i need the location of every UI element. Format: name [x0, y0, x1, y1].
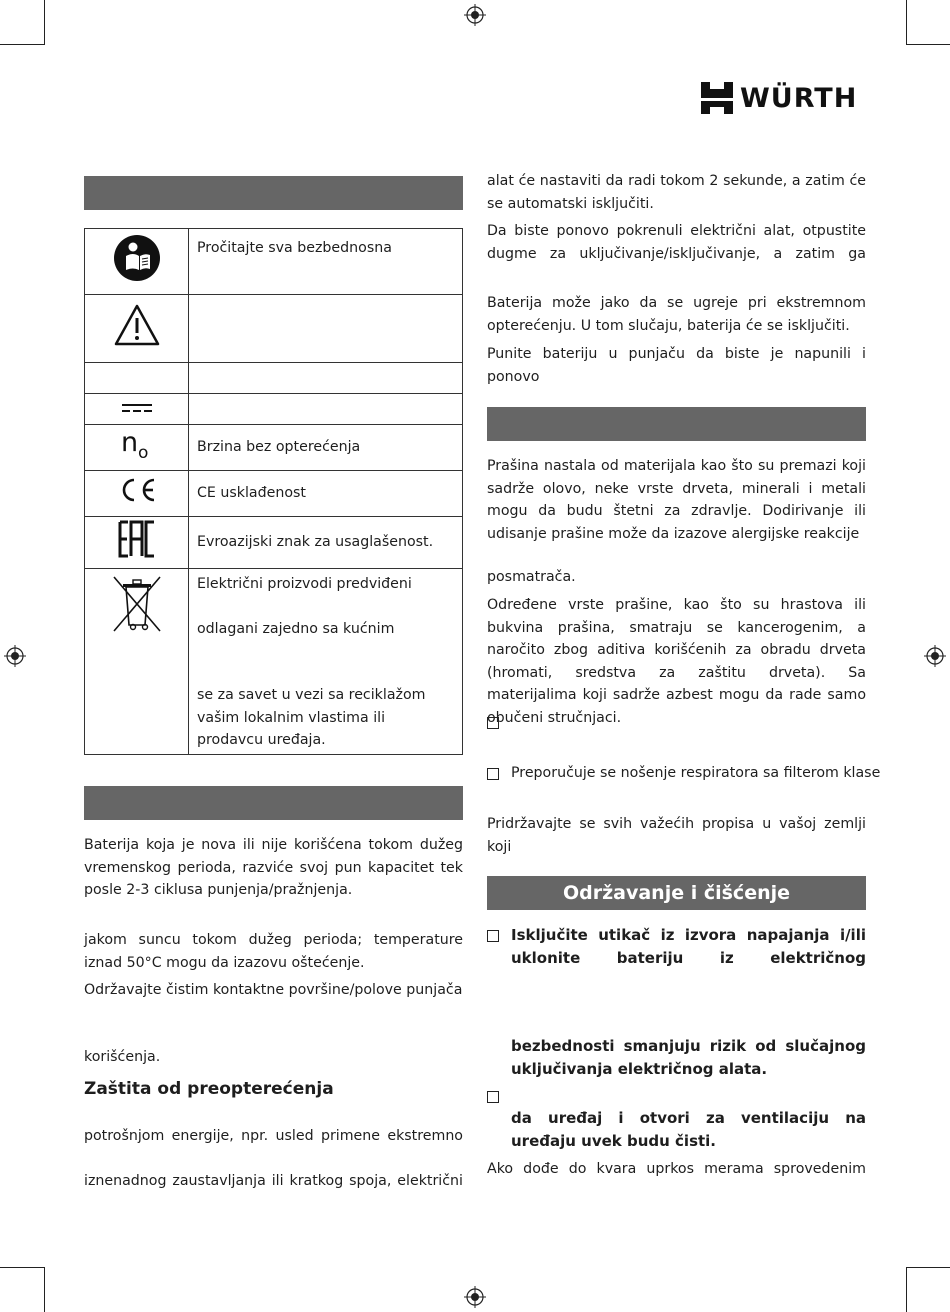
section-header-bar — [84, 786, 463, 820]
paragraph: alat će nastaviti da radi tokom 2 sekunde, a zatim će se automatski isključiti. — [487, 173, 866, 212]
paragraph: posmatrača. — [487, 569, 576, 585]
maintenance-title: Održavanje i čišćenje — [562, 882, 791, 904]
crop-mark — [44, 0, 45, 45]
crop-mark — [906, 0, 907, 45]
wurth-logo-icon — [700, 80, 734, 116]
section-header-bar — [487, 407, 866, 441]
paragraph: potrošnjom energije, npr. usled primene ekstremno — [84, 1128, 463, 1144]
brand-logo — [700, 80, 857, 116]
checkbox-bullet-icon — [487, 768, 499, 780]
registration-mark-icon — [464, 4, 486, 26]
crop-mark — [906, 1267, 950, 1268]
bullet-item — [487, 762, 880, 785]
symbol-row — [85, 363, 463, 394]
weee-text-1: Električni proizvodi predviđeni — [197, 576, 412, 592]
symbol-desc — [189, 394, 463, 425]
brand-name: WÜRTH — [740, 82, 858, 114]
section-header-bar — [84, 176, 463, 210]
paragraph: Određene vrste prašine, kao što su hrastova ili bukvina prašina, smatraju se kancerogenim, a naročito zbog aditiva korišćenih za obradu drveta (hromati, sredstva za zaštitu drveta). Sa materijalima koji sadrže azbest mogu da rade samo obučeni stručnjaci. — [487, 597, 866, 726]
paragraph: Pridržavajte se svih važećih propisa u vašoj zemlji koji — [487, 816, 866, 855]
crop-mark — [44, 1267, 45, 1312]
symbol-row — [85, 471, 463, 517]
paragraph: korišćenja. — [84, 1049, 161, 1065]
checkbox-bullet-icon — [487, 1091, 499, 1103]
paragraph: Baterija može jako da se ugreje pri ekstremnom opterećenju. U tom slučaju, baterija će se isključiti. — [487, 295, 866, 334]
direct-current-icon — [122, 403, 152, 413]
crop-mark — [0, 1267, 45, 1268]
symbol-desc — [189, 363, 463, 394]
symbol-row — [85, 425, 463, 471]
symbol-desc: Evroazijski znak za usaglašenost. — [189, 517, 463, 569]
symbol-table — [84, 228, 463, 755]
symbol-row — [85, 295, 463, 363]
bullet-text: Isključite utikač iz izvora napajanja i/ili uklonite bateriju iz električnog — [511, 926, 866, 967]
weee-text-2: odlagani zajedno sa kućnim — [197, 620, 395, 637]
symbol-desc: CE usklađenost — [189, 471, 463, 517]
bullet-text: Preporučuje se nošenje respiratora sa filterom klase — [511, 765, 881, 781]
weee-bin-icon — [112, 575, 162, 633]
ce-mark-icon — [117, 477, 157, 503]
paragraph: jakom suncu tokom dužeg perioda; temperature iznad 50°C mogu da izazovu oštećenje. — [84, 932, 463, 971]
paragraph: Punite bateriju u punjaču da biste je napunili i ponovo — [487, 346, 866, 385]
svg-text:n: n — [120, 426, 138, 458]
checkbox-bullet-icon — [487, 930, 499, 942]
bullet-text-continued: bezbednosti smanjuju rizik od slučajnog uključivanja električnog alata. — [511, 1037, 866, 1078]
crop-mark — [906, 44, 950, 45]
checkbox-bullet-icon — [487, 717, 499, 729]
read-manual-icon — [113, 234, 161, 282]
paragraph: Da biste ponovo pokrenuli električni alat, otpustite dugme za uključivanje/isključivanje, a zatim ga — [487, 223, 866, 262]
bullet-item — [487, 924, 866, 969]
symbol-row — [85, 517, 463, 569]
paragraph: Prašina nastala od materijala kao što su premazi koji sadrže olovo, neke vrste drveta, minerali i metali mogu da budu štetni za zdravlje. Dodirivanje ili udisanje prašine može da izazove alergijske reakcije — [487, 458, 866, 542]
paragraph: iznenadnog zaustavljanja ili kratkog spoja, električni — [84, 1173, 463, 1189]
symbol-desc: Pročitajte sva bezbednosna — [189, 229, 463, 295]
paragraph: Održavajte čistim kontaktne površine/polove punjača — [84, 982, 463, 998]
symbol-desc — [189, 295, 463, 363]
eac-mark-icon — [118, 520, 156, 558]
registration-mark-icon — [924, 645, 946, 667]
paragraph: Baterija koja je nova ili nije korišćena tokom dužeg vremenskog perioda, razviće svoj pun kapacitet tek posle 2-3 ciklusa punjenja/pražnjenja. — [84, 837, 463, 898]
registration-mark-icon — [4, 645, 26, 667]
symbol-desc: Brzina bez opterećenja — [189, 425, 463, 471]
registration-mark-icon — [464, 1286, 486, 1308]
symbol-row — [85, 569, 463, 755]
symbol-row — [85, 394, 463, 425]
crop-mark — [0, 44, 45, 45]
bullet-item — [487, 711, 511, 729]
warning-triangle-icon — [113, 303, 161, 347]
bullet-text-continued: da uređaj i otvori za ventilaciju na uređaju uvek budu čisti. — [511, 1109, 866, 1150]
crop-mark — [906, 1267, 907, 1312]
no-load-speed-icon — [120, 427, 154, 461]
weee-text-3: se za savet u vezi sa reciklažom vašim lokalnim vlastima ili prodavcu uređaja. — [197, 687, 426, 748]
section-heading: Zaštita od preopterećenja — [84, 1079, 334, 1099]
svg-text:o: o — [137, 442, 148, 461]
symbol-row — [85, 229, 463, 295]
bullet-item — [487, 1085, 511, 1103]
paragraph: Ako dođe do kvara uprkos merama sprovedenim — [487, 1161, 866, 1177]
maintenance-header-bar — [487, 876, 866, 910]
